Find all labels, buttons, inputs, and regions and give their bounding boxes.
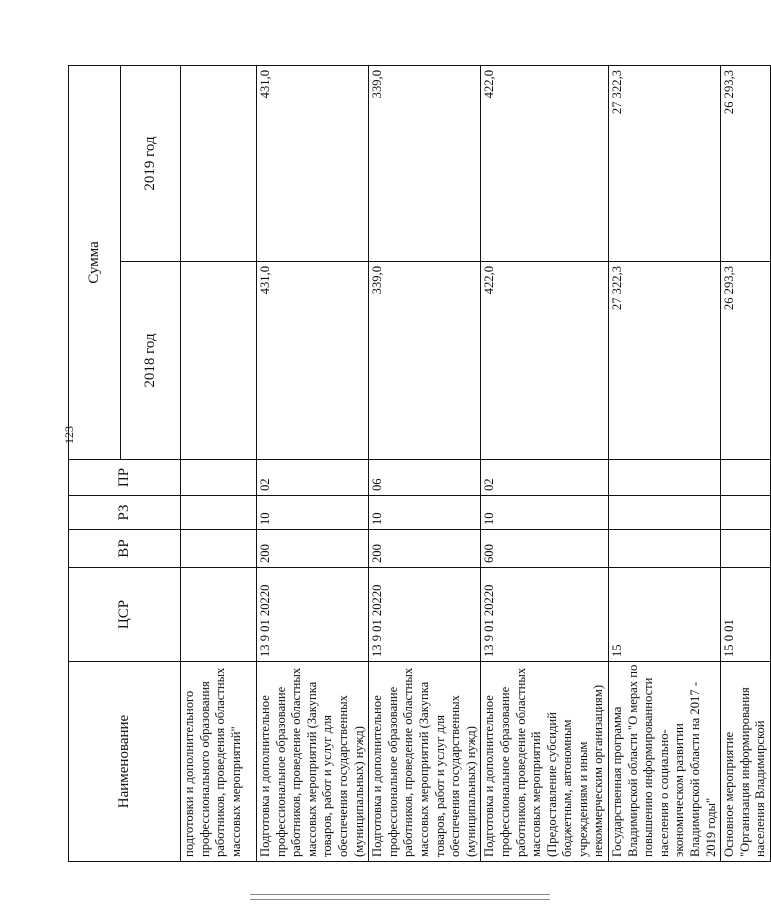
- table-row: [481, 65, 609, 861]
- cell-name: Основное мероприятие "Организация информирования населения Владимирской: [721, 662, 771, 862]
- cell-vr: 200: [257, 530, 369, 568]
- cell-vr: [181, 530, 257, 568]
- cell-csr: 13 9 01 20220: [369, 568, 481, 662]
- table-row: [609, 65, 721, 861]
- cell-sum-2018: [181, 262, 257, 460]
- header-vr: ВР: [69, 530, 181, 568]
- cell-pr: 02: [257, 460, 369, 496]
- cell-sum-2019: 339,0: [369, 65, 481, 261]
- table-row: [369, 65, 481, 861]
- cell-sum-2019: 27 322,3: [609, 65, 721, 261]
- cell-csr: 15 0 01: [721, 568, 771, 662]
- header-year-2018: 2018 год: [121, 262, 181, 460]
- header-sum: Сумма: [69, 65, 121, 459]
- cell-pr: [181, 460, 257, 496]
- cell-vr: [721, 530, 771, 568]
- cell-name: Подготовка и дополнительное профессиональное образование работников, проведение областных массовых мероприятий (Предоставление субсидий бюджетным, автономным учреждениям и иным некоммерческим организациям): [481, 662, 609, 862]
- table-row: [257, 65, 369, 861]
- cell-sum-2019: 26 293,3: [721, 65, 771, 261]
- cell-pr: 06: [369, 460, 481, 496]
- cell-rz: [721, 496, 771, 530]
- cell-sum-2018: 339,0: [369, 262, 481, 460]
- cell-sum-2019: 422,0: [481, 65, 609, 261]
- header-year-2019: 2019 год: [121, 65, 181, 261]
- header-pr: ПР: [69, 460, 181, 496]
- cell-name: подготовки и дополнительного профессионального образования работников, проведения областных массовых мероприятий": [181, 662, 257, 862]
- cell-sum-2019: 431,0: [257, 65, 369, 261]
- budget-table: [68, 65, 771, 862]
- header-name: Наименование: [69, 662, 181, 862]
- cell-pr: 02: [481, 460, 609, 496]
- header-rz: РЗ: [69, 496, 181, 530]
- cell-sum-2019: [181, 65, 257, 261]
- cell-csr: 13 9 01 20220: [481, 568, 609, 662]
- cell-sum-2018: 431,0: [257, 262, 369, 460]
- cell-rz: 10: [369, 496, 481, 530]
- cell-rz: 10: [257, 496, 369, 530]
- cell-name: Подготовка и дополнительное профессиональное образование работников, проведение областных массовых мероприятий (Закупка товаров, работ и услуг для обеспечения государственных (муниципальных) нужд): [369, 662, 481, 862]
- page-number: 123: [62, 426, 76, 444]
- budget-table-sheet: [68, 66, 768, 862]
- table-row: [181, 65, 257, 861]
- table-row: [721, 65, 771, 861]
- cell-csr: [181, 568, 257, 662]
- cell-sum-2018: 26 293,3: [721, 262, 771, 460]
- scan-edge-divider: [250, 894, 550, 900]
- cell-csr: 15: [609, 568, 721, 662]
- cell-vr: [609, 530, 721, 568]
- cell-name: Подготовка и дополнительное профессиональное образование работников, проведение областных массовых мероприятий (Закупка товаров, работ и услуг для обеспечения государственных (муниципальных) нужд): [257, 662, 369, 862]
- cell-name: Государственная программа Владимирской области "О мерах по повышению информированности населения о социально-экономическом развитии Владимирской области на 2017 - 2019 годы": [609, 662, 721, 862]
- cell-csr: 13 9 01 20220: [257, 568, 369, 662]
- cell-pr: [721, 460, 771, 496]
- cell-sum-2018: 27 322,3: [609, 262, 721, 460]
- cell-rz: [609, 496, 721, 530]
- cell-pr: [609, 460, 721, 496]
- cell-vr: 600: [481, 530, 609, 568]
- cell-rz: 10: [481, 496, 609, 530]
- cell-sum-2018: 422,0: [481, 262, 609, 460]
- header-csr: ЦСР: [69, 568, 181, 662]
- cell-vr: 200: [369, 530, 481, 568]
- cell-rz: [181, 496, 257, 530]
